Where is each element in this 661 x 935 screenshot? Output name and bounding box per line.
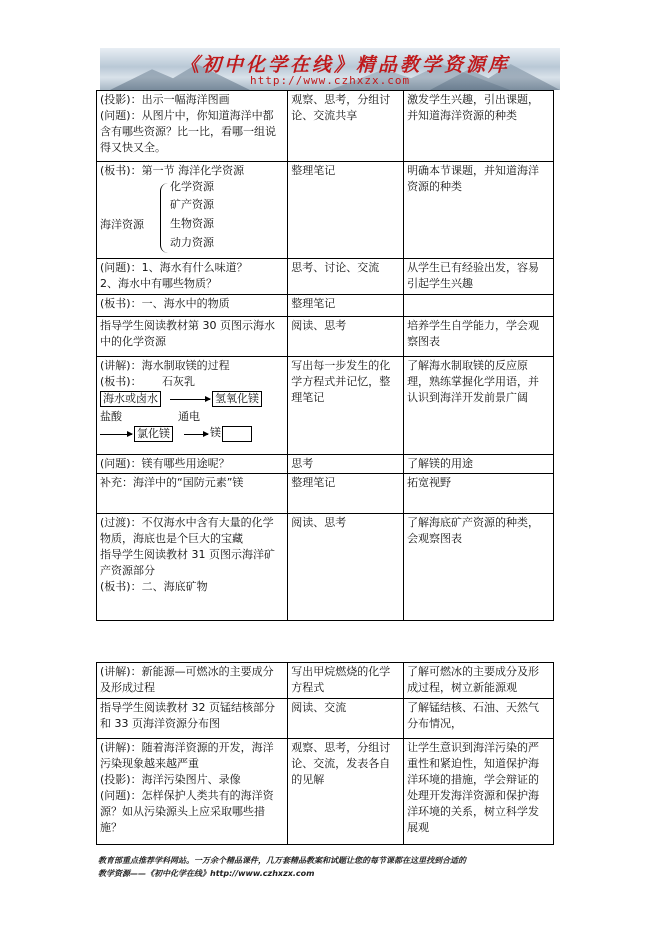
teacher-activity-cell — [97, 91, 288, 162]
cell-text: (问题)：怎样保护人类共有的海洋资源？如从污染源头上应采取哪些措施？ — [100, 789, 274, 834]
banner-url[interactable]: http://www.czhxzx.com — [250, 74, 411, 87]
design-intent-cell: 了解锰结核、石油、天然气分布情况， — [404, 699, 554, 739]
student-activity-cell: 整理笔记 — [288, 474, 404, 514]
page-footer — [98, 854, 568, 880]
arrow-icon — [184, 434, 208, 435]
student-activity-cell: 阅读、思考 — [288, 514, 404, 621]
table-row — [97, 91, 554, 162]
student-activity-cell: 思考、讨论、交流 — [288, 259, 404, 295]
table-row — [97, 699, 554, 739]
teacher-activity-cell — [97, 259, 288, 295]
table-row — [97, 259, 554, 295]
teacher-activity-cell: 补充：海洋中的“国防元素”镁 — [97, 474, 288, 514]
table-row — [97, 317, 554, 357]
design-intent-cell: 让学生意识到海洋污染的严重性和紧迫性，知道保护海洋环境的措施，学会辩证的处理开发海洋资源和保护海洋环境的关系，树立科学发展观 — [404, 739, 554, 845]
student-activity-cell: 阅读、思考 — [288, 317, 404, 357]
design-intent-cell: 了解可燃冰的主要成分及形成过程，树立新能源观 — [404, 663, 554, 699]
diagram-item: 化学资源 — [170, 180, 214, 193]
footer-line: 教学资源——《初中化学在线》http://www.czhxzx.com — [98, 869, 315, 878]
cell-text: (问题)：1、海水有什么味道？ — [100, 261, 248, 274]
student-activity-cell: 思考 — [288, 455, 404, 474]
design-intent-cell: 了解镁的用途 — [404, 455, 554, 474]
diagram-item: 生物资源 — [170, 217, 214, 230]
diagram-root: 海洋资源 — [100, 218, 144, 231]
cell-text: (投影)：出示一幅海洋图画 — [100, 93, 230, 106]
cell-text: (问题)：从图片中，你知道海洋中都含有哪些资源？比一比，看哪一组说得又快又全。 — [100, 109, 276, 154]
teacher-activity-cell: (问题)：镁有哪些用途呢？ — [97, 455, 288, 474]
table-row — [97, 357, 554, 455]
arrow-icon — [170, 399, 210, 400]
teacher-activity-cell: 指导学生阅读教材第 30 页图示海水中的化学资源 — [97, 317, 288, 357]
diagram-item: 矿产资源 — [170, 198, 214, 211]
student-activity-cell: 整理笔记 — [288, 295, 404, 317]
mg-chloride-box: 氯化镁 — [134, 426, 173, 442]
teacher-activity-cell: (板书)：一、海水中的物质 — [97, 295, 288, 317]
cell-text: 指导学生阅读教材 31 页图示海洋矿产资源部分 — [100, 548, 275, 577]
design-intent-cell: 拓宽视野 — [404, 474, 554, 514]
arrow-icon — [100, 434, 132, 435]
table-row — [97, 295, 554, 317]
seawater-box: 海水或卤水 — [100, 391, 161, 407]
student-activity-cell: 整理笔记 — [288, 162, 404, 259]
design-intent-cell: 了解海水制取镁的反应原理，熟练掌握化学用语，并认识到海洋开发前景广阔 — [404, 357, 554, 455]
student-activity-cell: 写出甲烷燃烧的化学方程式 — [288, 663, 404, 699]
footer-line: 教育部重点推荐学科网站。一万余个精品课件，几万套精品教案和试题让您的每节课都在这里找到合适的 — [98, 856, 466, 865]
diagram-item: 动力资源 — [170, 236, 214, 249]
student-activity-cell: 观察、思考，分组讨论、交流，发表各自的见解 — [288, 739, 404, 845]
cell-text: (讲解)：随着海洋资源的开发，海洋污染现象越来越严重 — [100, 741, 274, 770]
cell-text: (投影)：海洋污染图片、录像 — [100, 773, 241, 786]
design-intent-cell: 激发学生兴趣，引出课题，并知道海洋资源的种类 — [404, 91, 554, 162]
teacher-activity-cell — [97, 739, 288, 845]
table-row — [97, 663, 554, 699]
design-intent-cell: 明确本节课题，并知道海洋资源的种类 — [404, 162, 554, 259]
student-activity-cell: 写出每一步发生的化学方程式并记忆，整理笔记 — [288, 357, 404, 455]
cell-text: 2、海水中有哪些物质？ — [100, 277, 217, 290]
reagent-label: 盐酸 — [100, 410, 122, 423]
teacher-activity-cell: (讲解)：新能源—可燃冰的主要成分及形成过程 — [97, 663, 288, 699]
table-row — [97, 455, 554, 474]
teacher-activity-cell — [97, 357, 288, 455]
mg-process-diagram — [100, 374, 284, 442]
table-row — [97, 739, 554, 845]
site-banner — [100, 48, 560, 90]
reagent-label: 通电 — [178, 410, 200, 423]
design-intent-cell — [404, 295, 554, 317]
mg-hydroxide-box: 氢氧化镁 — [212, 391, 262, 407]
mg-label: 镁 — [210, 426, 221, 439]
table-row — [97, 162, 554, 259]
resource-brace-diagram — [100, 179, 284, 257]
cell-text: (板书)：第一节 海洋化学资源 — [100, 164, 245, 177]
cell-text: (板书)：二、海底矿物 — [100, 580, 208, 593]
design-intent-cell: 从学生已有经验出发，容易引起学生兴趣 — [404, 259, 554, 295]
design-intent-cell: 培养学生自学能力，学会观察图表 — [404, 317, 554, 357]
teacher-activity-cell — [97, 162, 288, 259]
cell-text: (过渡)：不仅海水中含有大量的化学物质，海底也是个巨大的宝藏 — [100, 516, 274, 545]
table-row — [97, 514, 554, 621]
brace-shape — [160, 183, 169, 253]
cell-text: (板书)： — [100, 375, 142, 388]
mg-box — [222, 426, 252, 442]
teacher-activity-cell: 指导学生阅读教材 32 页锰结核部分和 33 页海洋资源分布图 — [97, 699, 288, 739]
student-activity-cell: 阅读、交流 — [288, 699, 404, 739]
lesson-table-1 — [96, 90, 554, 621]
banner-title: 《初中化学在线》精品教学资源库 — [180, 54, 511, 76]
reagent-label: 石灰乳 — [162, 375, 195, 388]
design-intent-cell: 了解海底矿产资源的种类，会观察图表 — [404, 514, 554, 621]
student-activity-cell: 观察、思考，分组讨论、交流共享 — [288, 91, 404, 162]
lesson-table-2 — [96, 662, 554, 845]
table-row — [97, 474, 554, 514]
cell-text: (讲解)：海水制取镁的过程 — [100, 359, 230, 372]
teacher-activity-cell — [97, 514, 288, 621]
